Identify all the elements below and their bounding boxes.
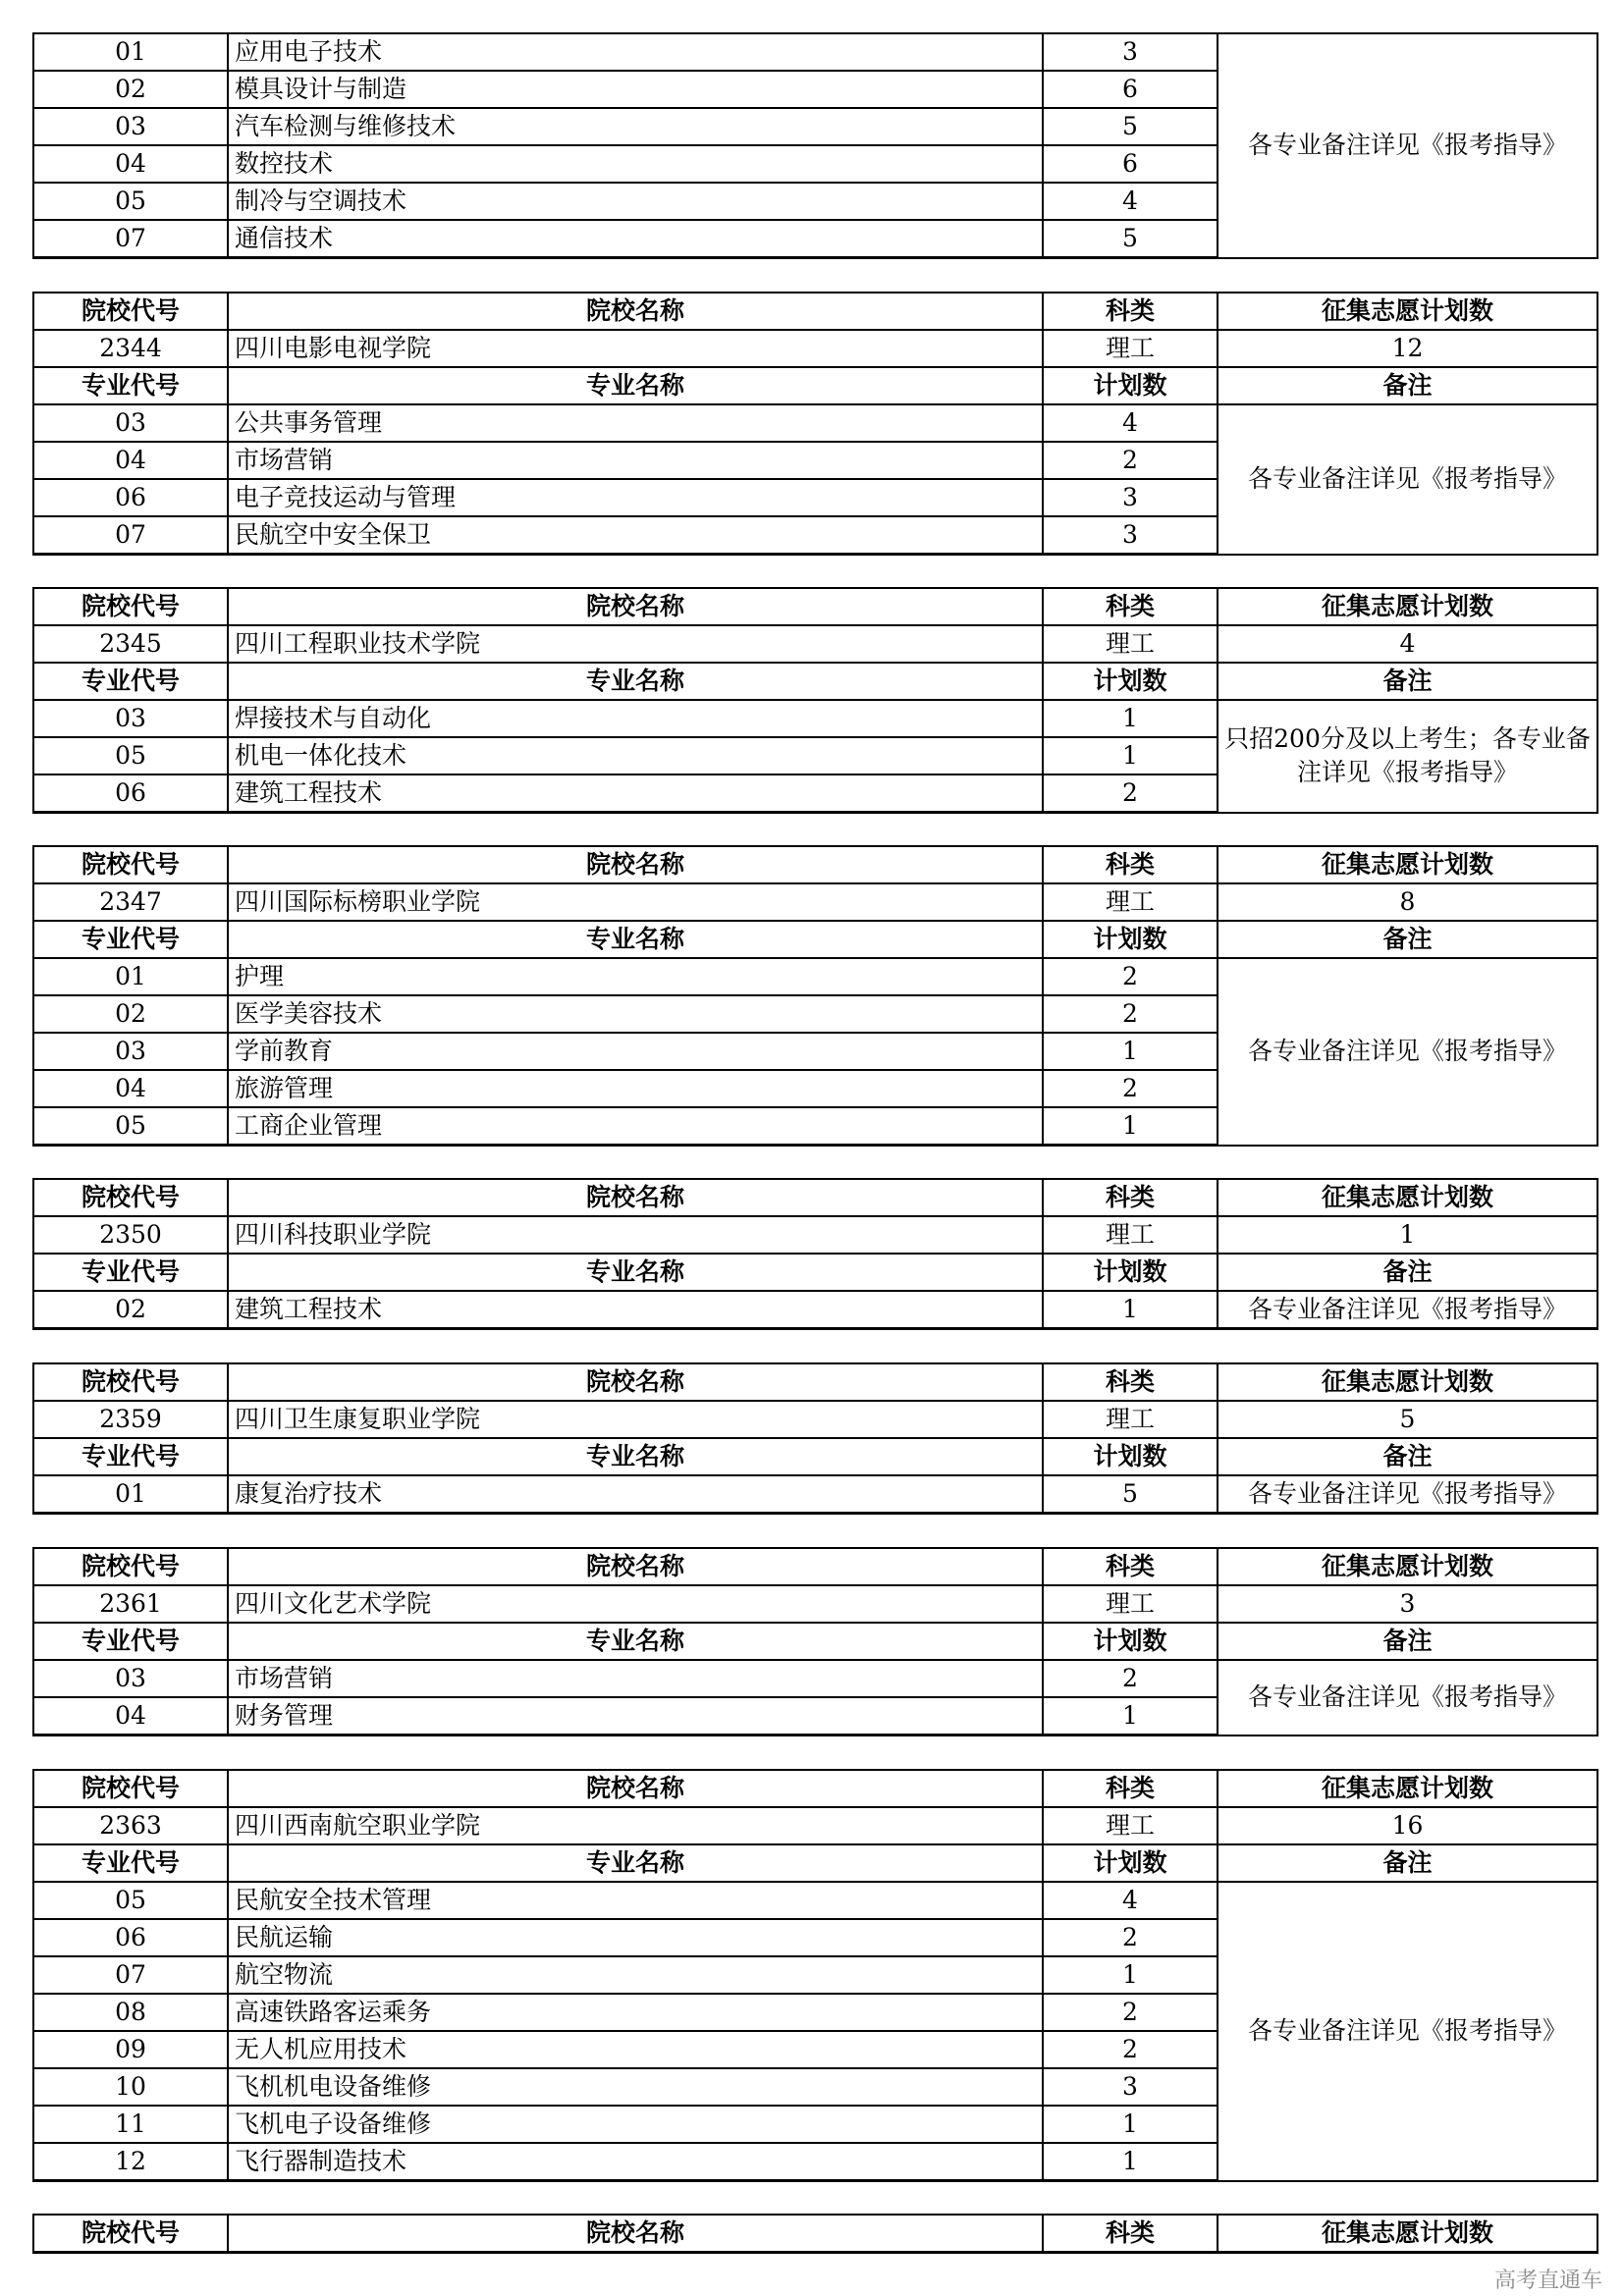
major-code: 05 xyxy=(33,737,228,774)
major-code: 07 xyxy=(33,1956,228,1994)
major-plan-count: 1 xyxy=(1043,1107,1218,1146)
major-name: 护理 xyxy=(228,958,1043,995)
major-code: 01 xyxy=(33,33,228,71)
note-header: 备注 xyxy=(1218,1254,1597,1291)
school-name-header: 院校名称 xyxy=(228,1548,1043,1585)
major-note: 各专业备注详见《报考指导》 xyxy=(1218,1291,1597,1329)
school-code-header: 院校代号 xyxy=(33,1548,228,1585)
major-code: 08 xyxy=(33,1994,228,2031)
school-info-row xyxy=(33,1401,1597,1438)
major-plan-count: 4 xyxy=(1043,183,1218,220)
major-name: 旅游管理 xyxy=(228,1070,1043,1107)
major-row xyxy=(33,700,1597,737)
category-header: 科类 xyxy=(1043,2215,1218,2253)
plan-total-header: 征集志愿计划数 xyxy=(1218,1770,1597,1807)
plan-count-header: 计划数 xyxy=(1043,921,1218,958)
major-plan-count: 2 xyxy=(1043,1994,1218,2031)
plan-count-header: 计划数 xyxy=(1043,1254,1218,1291)
major-code: 05 xyxy=(33,183,228,220)
school-plan-total: 1 xyxy=(1218,1216,1597,1254)
major-code-header: 专业代号 xyxy=(33,1623,228,1660)
school-table-2350 xyxy=(32,1178,1598,1330)
school-category: 理工 xyxy=(1043,1216,1218,1254)
major-name: 飞机电子设备维修 xyxy=(228,2106,1043,2143)
school-code-header: 院校代号 xyxy=(33,2215,228,2253)
school-category: 理工 xyxy=(1043,330,1218,367)
major-row xyxy=(33,1475,1597,1514)
major-plan-count: 2 xyxy=(1043,1919,1218,1956)
category-header: 科类 xyxy=(1043,1548,1218,1585)
continuation-majors-table xyxy=(32,32,1598,259)
major-plan-count: 2 xyxy=(1043,442,1218,479)
note-header: 备注 xyxy=(1218,921,1597,958)
major-row xyxy=(33,1291,1597,1329)
major-name: 应用电子技术 xyxy=(228,33,1043,71)
major-name-header: 专业名称 xyxy=(228,1844,1043,1882)
major-code: 11 xyxy=(33,2106,228,2143)
school-table-next xyxy=(32,2214,1598,2254)
note-header: 备注 xyxy=(1218,1623,1597,1660)
school-header-row xyxy=(33,1363,1597,1401)
major-name: 工商企业管理 xyxy=(228,1107,1043,1146)
school-category: 理工 xyxy=(1043,1585,1218,1623)
major-name-header: 专业名称 xyxy=(228,367,1043,404)
major-name-header: 专业名称 xyxy=(228,921,1043,958)
major-name: 飞机机电设备维修 xyxy=(228,2068,1043,2106)
major-name: 模具设计与制造 xyxy=(228,71,1043,108)
major-plan-count: 2 xyxy=(1043,1660,1218,1697)
category-header: 科类 xyxy=(1043,1770,1218,1807)
school-name: 四川国际标榜职业学院 xyxy=(228,883,1043,921)
major-row xyxy=(33,958,1597,995)
major-code: 04 xyxy=(33,1697,228,1735)
plan-total-header: 征集志愿计划数 xyxy=(1218,293,1597,330)
major-name: 医学美容技术 xyxy=(228,995,1043,1033)
major-header-row xyxy=(33,921,1597,958)
major-note: 只招200分及以上考生；各专业备注详见《报考指导》 xyxy=(1218,700,1597,813)
major-name: 民航空中安全保卫 xyxy=(228,516,1043,555)
school-code: 2350 xyxy=(33,1216,228,1254)
plan-count-header: 计划数 xyxy=(1043,1844,1218,1882)
school-name: 四川文化艺术学院 xyxy=(228,1585,1043,1623)
major-code: 02 xyxy=(33,71,228,108)
major-name: 无人机应用技术 xyxy=(228,2031,1043,2068)
major-code: 04 xyxy=(33,1070,228,1107)
school-header-row xyxy=(33,293,1597,330)
major-code-header: 专业代号 xyxy=(33,1254,228,1291)
major-name: 电子竞技运动与管理 xyxy=(228,479,1043,516)
plan-count-header: 计划数 xyxy=(1043,1623,1218,1660)
major-name: 康复治疗技术 xyxy=(228,1475,1043,1514)
major-name-header: 专业名称 xyxy=(228,1254,1043,1291)
school-plan-total: 12 xyxy=(1218,330,1597,367)
major-name: 航空物流 xyxy=(228,1956,1043,1994)
major-code: 04 xyxy=(33,442,228,479)
plan-count-header: 计划数 xyxy=(1043,367,1218,404)
plan-total-header: 征集志愿计划数 xyxy=(1218,846,1597,883)
school-name-header: 院校名称 xyxy=(228,1770,1043,1807)
major-name: 建筑工程技术 xyxy=(228,774,1043,813)
school-plan-total: 3 xyxy=(1218,1585,1597,1623)
major-note: 各专业备注详见《报考指导》 xyxy=(1218,33,1597,258)
school-category: 理工 xyxy=(1043,625,1218,663)
major-plan-count: 2 xyxy=(1043,2031,1218,2068)
plan-total-header: 征集志愿计划数 xyxy=(1218,1548,1597,1585)
school-info-row xyxy=(33,1585,1597,1623)
major-header-row xyxy=(33,1844,1597,1882)
major-code: 12 xyxy=(33,2143,228,2181)
school-info-row xyxy=(33,1216,1597,1254)
major-code: 01 xyxy=(33,958,228,995)
school-name-header: 院校名称 xyxy=(228,588,1043,625)
major-note: 各专业备注详见《报考指导》 xyxy=(1218,1660,1597,1735)
major-code: 10 xyxy=(33,2068,228,2106)
school-name-header: 院校名称 xyxy=(228,2215,1043,2253)
major-name: 民航安全技术管理 xyxy=(228,1882,1043,1919)
major-code-header: 专业代号 xyxy=(33,663,228,700)
school-plan-total: 8 xyxy=(1218,883,1597,921)
major-plan-count: 3 xyxy=(1043,479,1218,516)
note-header: 备注 xyxy=(1218,1844,1597,1882)
note-header: 备注 xyxy=(1218,367,1597,404)
school-header-row xyxy=(33,588,1597,625)
major-name: 汽车检测与维修技术 xyxy=(228,108,1043,145)
major-code: 03 xyxy=(33,1660,228,1697)
watermark-text: 高考直通车 xyxy=(1493,2269,1602,2293)
school-code-header: 院校代号 xyxy=(33,1770,228,1807)
major-name-header: 专业名称 xyxy=(228,1438,1043,1475)
major-code: 02 xyxy=(33,1291,228,1329)
school-table-2359 xyxy=(32,1362,1598,1515)
major-plan-count: 6 xyxy=(1043,71,1218,108)
school-table-2361 xyxy=(32,1547,1598,1736)
major-name-header: 专业名称 xyxy=(228,1623,1043,1660)
school-name-header: 院校名称 xyxy=(228,293,1043,330)
major-plan-count: 5 xyxy=(1043,1475,1218,1514)
school-name: 四川工程职业技术学院 xyxy=(228,625,1043,663)
major-code: 07 xyxy=(33,516,228,555)
school-code-header: 院校代号 xyxy=(33,588,228,625)
major-plan-count: 3 xyxy=(1043,516,1218,555)
major-plan-count: 5 xyxy=(1043,220,1218,258)
school-code: 2344 xyxy=(33,330,228,367)
school-info-row xyxy=(33,883,1597,921)
major-plan-count: 4 xyxy=(1043,404,1218,442)
major-name: 学前教育 xyxy=(228,1033,1043,1070)
school-info-row xyxy=(33,1807,1597,1844)
major-code: 05 xyxy=(33,1107,228,1146)
school-code: 2347 xyxy=(33,883,228,921)
major-code: 06 xyxy=(33,479,228,516)
school-name: 四川电影电视学院 xyxy=(228,330,1043,367)
school-header-row xyxy=(33,2215,1597,2253)
major-plan-count: 1 xyxy=(1043,1291,1218,1329)
major-plan-count: 1 xyxy=(1043,700,1218,737)
school-table-2363 xyxy=(32,1769,1598,2182)
plan-total-header: 征集志愿计划数 xyxy=(1218,2215,1597,2253)
major-code: 06 xyxy=(33,774,228,813)
school-table-2345 xyxy=(32,587,1598,814)
major-plan-count: 2 xyxy=(1043,1070,1218,1107)
major-code-header: 专业代号 xyxy=(33,921,228,958)
major-header-row xyxy=(33,663,1597,700)
major-name: 制冷与空调技术 xyxy=(228,183,1043,220)
school-category: 理工 xyxy=(1043,1807,1218,1844)
major-name-header: 专业名称 xyxy=(228,663,1043,700)
school-info-row xyxy=(33,625,1597,663)
major-name: 市场营销 xyxy=(228,1660,1043,1697)
major-header-row xyxy=(33,1438,1597,1475)
plan-total-header: 征集志愿计划数 xyxy=(1218,588,1597,625)
category-header: 科类 xyxy=(1043,846,1218,883)
note-header: 备注 xyxy=(1218,663,1597,700)
major-plan-count: 2 xyxy=(1043,774,1218,813)
plan-count-header: 计划数 xyxy=(1043,663,1218,700)
major-name: 高速铁路客运乘务 xyxy=(228,1994,1043,2031)
school-table-2344 xyxy=(32,292,1598,556)
school-plan-total: 4 xyxy=(1218,625,1597,663)
major-code: 06 xyxy=(33,1919,228,1956)
major-plan-count: 2 xyxy=(1043,958,1218,995)
major-code: 03 xyxy=(33,1033,228,1070)
school-name: 四川科技职业学院 xyxy=(228,1216,1043,1254)
major-code-header: 专业代号 xyxy=(33,367,228,404)
major-plan-count: 3 xyxy=(1043,33,1218,71)
school-category: 理工 xyxy=(1043,883,1218,921)
school-plan-total: 16 xyxy=(1218,1807,1597,1844)
plan-total-header: 征集志愿计划数 xyxy=(1218,1363,1597,1401)
school-code: 2363 xyxy=(33,1807,228,1844)
category-header: 科类 xyxy=(1043,293,1218,330)
category-header: 科类 xyxy=(1043,588,1218,625)
major-code: 01 xyxy=(33,1475,228,1514)
major-row xyxy=(33,404,1597,442)
plan-count-header: 计划数 xyxy=(1043,1438,1218,1475)
major-name: 数控技术 xyxy=(228,145,1043,183)
major-code: 02 xyxy=(33,995,228,1033)
major-code: 09 xyxy=(33,2031,228,2068)
school-code-header: 院校代号 xyxy=(33,1179,228,1216)
school-name: 四川卫生康复职业学院 xyxy=(228,1401,1043,1438)
major-row xyxy=(33,1882,1597,1919)
major-plan-count: 5 xyxy=(1043,108,1218,145)
major-name: 公共事务管理 xyxy=(228,404,1043,442)
school-table-2347 xyxy=(32,845,1598,1147)
major-note: 各专业备注详见《报考指导》 xyxy=(1218,1475,1597,1514)
school-name-header: 院校名称 xyxy=(228,1179,1043,1216)
major-code: 05 xyxy=(33,1882,228,1919)
major-name: 财务管理 xyxy=(228,1697,1043,1735)
major-plan-count: 1 xyxy=(1043,2106,1218,2143)
major-code: 03 xyxy=(33,108,228,145)
major-plan-count: 1 xyxy=(1043,737,1218,774)
major-code: 03 xyxy=(33,404,228,442)
note-header: 备注 xyxy=(1218,1438,1597,1475)
major-code-header: 专业代号 xyxy=(33,1844,228,1882)
major-plan-count: 3 xyxy=(1043,2068,1218,2106)
school-info-row xyxy=(33,330,1597,367)
major-plan-count: 6 xyxy=(1043,145,1218,183)
school-header-row xyxy=(33,846,1597,883)
major-note: 各专业备注详见《报考指导》 xyxy=(1218,1882,1597,2181)
major-plan-count: 4 xyxy=(1043,1882,1218,1919)
major-code: 03 xyxy=(33,700,228,737)
major-plan-count: 1 xyxy=(1043,2143,1218,2181)
plan-total-header: 征集志愿计划数 xyxy=(1218,1179,1597,1216)
school-name: 四川西南航空职业学院 xyxy=(228,1807,1043,1844)
school-plan-total: 5 xyxy=(1218,1401,1597,1438)
school-header-row xyxy=(33,1770,1597,1807)
school-name-header: 院校名称 xyxy=(228,1363,1043,1401)
category-header: 科类 xyxy=(1043,1363,1218,1401)
major-code: 04 xyxy=(33,145,228,183)
school-code-header: 院校代号 xyxy=(33,1363,228,1401)
major-name: 通信技术 xyxy=(228,220,1043,258)
major-note: 各专业备注详见《报考指导》 xyxy=(1218,404,1597,555)
major-plan-count: 1 xyxy=(1043,1697,1218,1735)
school-code: 2345 xyxy=(33,625,228,663)
major-header-row xyxy=(33,1254,1597,1291)
major-name: 民航运输 xyxy=(228,1919,1043,1956)
school-code-header: 院校代号 xyxy=(33,293,228,330)
major-name: 建筑工程技术 xyxy=(228,1291,1043,1329)
major-code: 07 xyxy=(33,220,228,258)
school-header-row xyxy=(33,1179,1597,1216)
major-plan-count: 1 xyxy=(1043,1956,1218,1994)
major-plan-count: 1 xyxy=(1043,1033,1218,1070)
school-name-header: 院校名称 xyxy=(228,846,1043,883)
major-plan-count: 2 xyxy=(1043,995,1218,1033)
school-code-header: 院校代号 xyxy=(33,846,228,883)
category-header: 科类 xyxy=(1043,1179,1218,1216)
major-name: 市场营销 xyxy=(228,442,1043,479)
major-name: 飞行器制造技术 xyxy=(228,2143,1043,2181)
major-name: 焊接技术与自动化 xyxy=(228,700,1043,737)
school-code: 2361 xyxy=(33,1585,228,1623)
major-header-row xyxy=(33,367,1597,404)
school-code: 2359 xyxy=(33,1401,228,1438)
school-header-row xyxy=(33,1548,1597,1585)
major-row xyxy=(33,33,1597,71)
major-note: 各专业备注详见《报考指导》 xyxy=(1218,958,1597,1146)
major-name: 机电一体化技术 xyxy=(228,737,1043,774)
school-category: 理工 xyxy=(1043,1401,1218,1438)
major-row xyxy=(33,1660,1597,1697)
major-header-row xyxy=(33,1623,1597,1660)
major-code-header: 专业代号 xyxy=(33,1438,228,1475)
